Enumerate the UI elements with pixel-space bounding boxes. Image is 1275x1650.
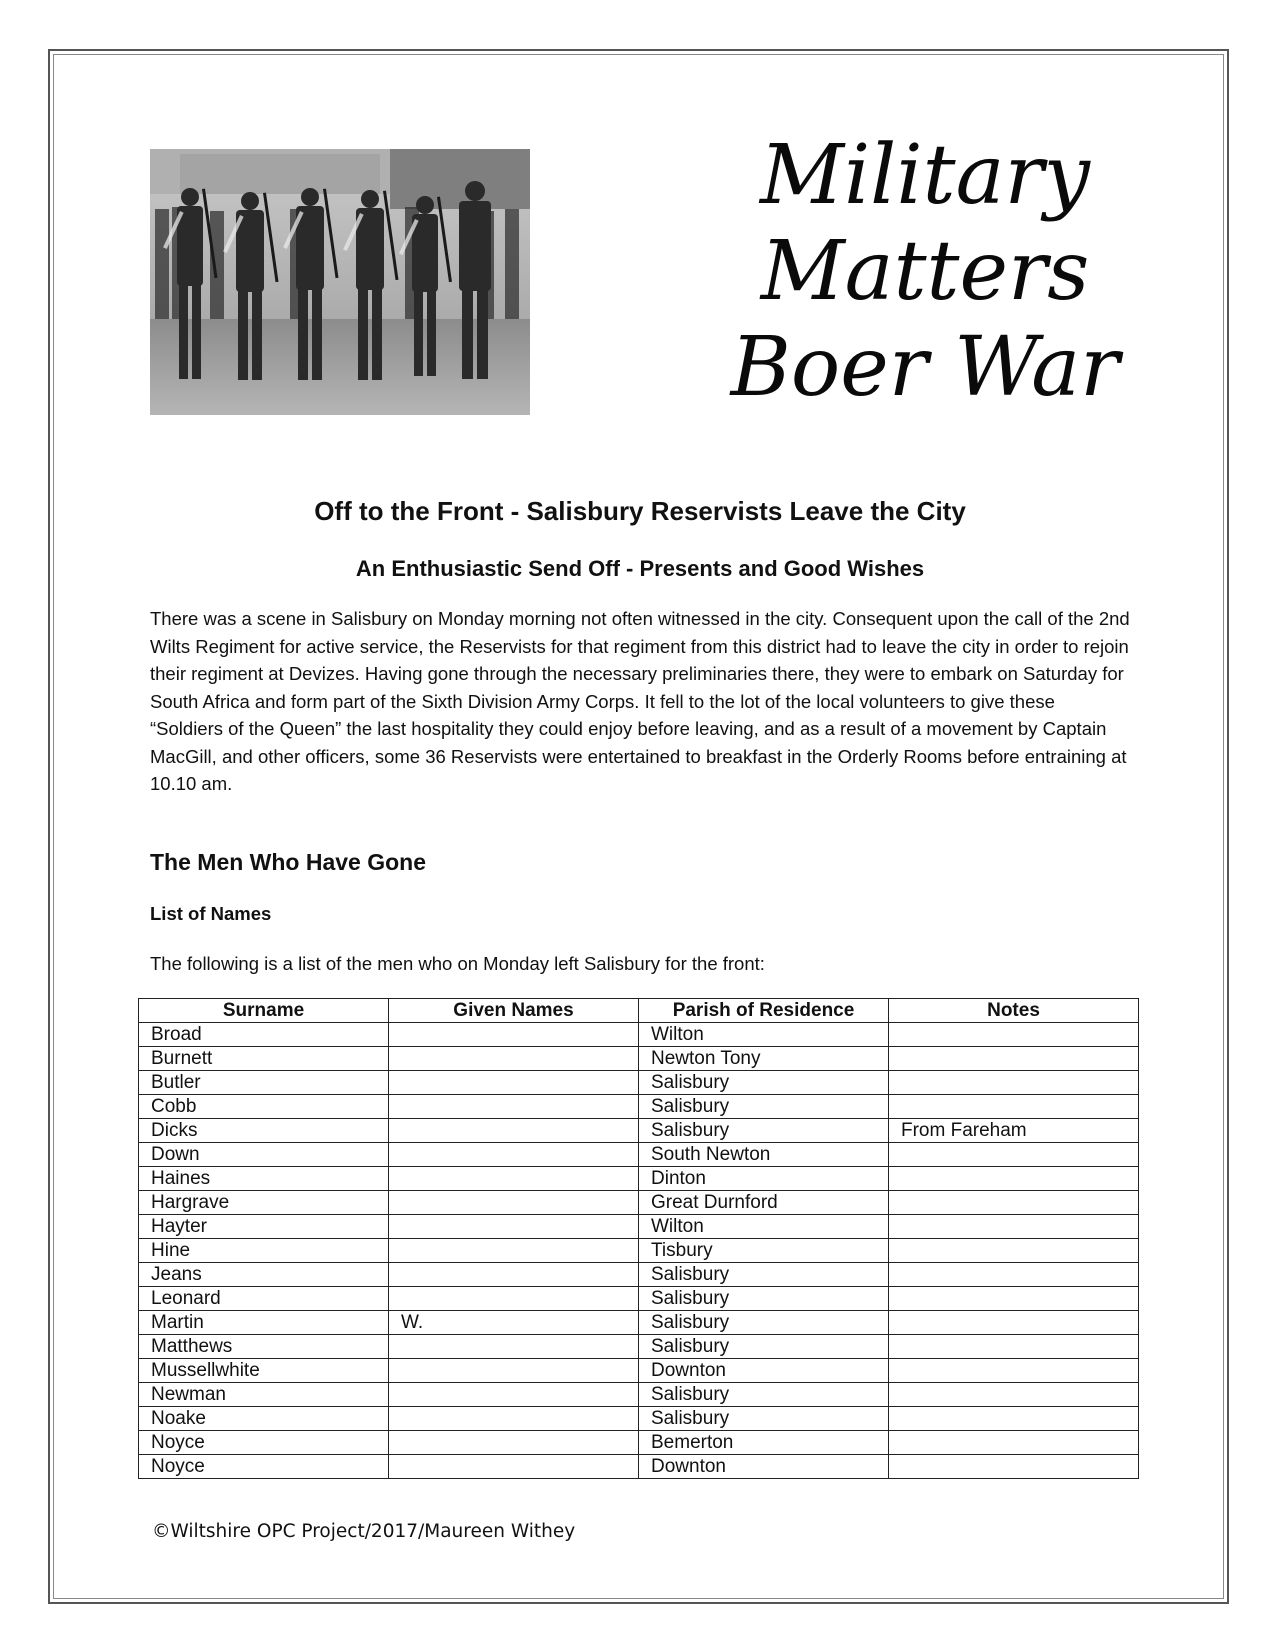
table-header-row bbox=[139, 999, 1139, 1023]
parish-cell: Salisbury bbox=[639, 1383, 889, 1407]
table-row bbox=[139, 1071, 1139, 1095]
section-heading: The Men Who Have Gone bbox=[150, 849, 427, 875]
given-names-cell bbox=[389, 1071, 639, 1095]
table-row bbox=[139, 1047, 1139, 1071]
notes-cell bbox=[889, 1431, 1139, 1455]
footer-copyright: ©Wiltshire OPC Project/2017/Maureen Withey bbox=[152, 1521, 576, 1542]
table-row bbox=[139, 1167, 1139, 1191]
soldiers-photo bbox=[150, 149, 530, 415]
notes-cell bbox=[889, 1335, 1139, 1359]
notes-cell bbox=[889, 1071, 1139, 1095]
parish-cell: Downton bbox=[639, 1359, 889, 1383]
surname-cell: Broad bbox=[139, 1023, 389, 1047]
header-notes: Notes bbox=[889, 999, 1139, 1023]
given-names-cell bbox=[389, 1095, 639, 1119]
table-row bbox=[139, 1311, 1139, 1335]
notes-cell bbox=[889, 1095, 1139, 1119]
given-names-cell bbox=[389, 1359, 639, 1383]
surname-cell: Down bbox=[139, 1143, 389, 1167]
notes-cell bbox=[889, 1383, 1139, 1407]
notes-cell bbox=[889, 1407, 1139, 1431]
given-names-cell: W. bbox=[389, 1311, 639, 1335]
surname-cell: Haines bbox=[139, 1167, 389, 1191]
surname-cell: Leonard bbox=[139, 1287, 389, 1311]
notes-cell bbox=[889, 1311, 1139, 1335]
list-intro: The following is a list of the men who on Monday left Salisbury for the front: bbox=[150, 953, 765, 974]
parish-cell: Great Durnford bbox=[639, 1191, 889, 1215]
surname-cell: Matthews bbox=[139, 1335, 389, 1359]
notes-cell bbox=[889, 1359, 1139, 1383]
given-names-cell bbox=[389, 1455, 639, 1479]
table-row bbox=[139, 1095, 1139, 1119]
given-names-cell bbox=[389, 1383, 639, 1407]
surname-cell: Noyce bbox=[139, 1455, 389, 1479]
notes-cell bbox=[889, 1215, 1139, 1239]
parish-cell: Salisbury bbox=[639, 1335, 889, 1359]
table-row bbox=[139, 1119, 1139, 1143]
table-row bbox=[139, 1215, 1139, 1239]
table-row bbox=[139, 1287, 1139, 1311]
notes-cell bbox=[889, 1143, 1139, 1167]
notes-cell bbox=[889, 1047, 1139, 1071]
table-row bbox=[139, 1335, 1139, 1359]
header-given-names: Given Names bbox=[389, 999, 639, 1023]
given-names-cell bbox=[389, 1167, 639, 1191]
given-names-cell bbox=[389, 1047, 639, 1071]
parish-cell: Salisbury bbox=[639, 1263, 889, 1287]
article-headline: Off to the Front - Salisbury Reservists Leave the City bbox=[314, 496, 966, 526]
article-subheadline: An Enthusiastic Send Off - Presents and Good Wishes bbox=[355, 556, 925, 581]
parish-cell: Salisbury bbox=[639, 1407, 889, 1431]
given-names-cell bbox=[389, 1119, 639, 1143]
parish-cell: Salisbury bbox=[639, 1119, 889, 1143]
given-names-cell bbox=[389, 1143, 639, 1167]
surname-cell: Cobb bbox=[139, 1095, 389, 1119]
article-paragraph: There was a scene in Salisbury on Monday morning not often witnessed in the city. Consequent upon the call of the 2nd Wilts Regiment for active service, the Reservists for that regiment from this district had to leave the city in order to rejoin their regiment at Devizes. Having gone through the necessary preliminaries there, they were to embark on Saturday for South Africa and form part of the Sixth Division Army Corps. It fell to the lot of the local volunteers to give these “Soldiers of the Queen” the last hospitality they could enjoy before leaving, and as a result of a movement by Captain MacGill, and other officers, some 36 Reservists were entertained to breakfast in the Orderly Rooms before entraining at 10.10 am. bbox=[150, 608, 1130, 794]
table-row bbox=[139, 1455, 1139, 1479]
notes-cell bbox=[889, 1167, 1139, 1191]
given-names-cell bbox=[389, 1263, 639, 1287]
surname-cell: Martin bbox=[139, 1311, 389, 1335]
surname-cell: Hayter bbox=[139, 1215, 389, 1239]
given-names-cell bbox=[389, 1215, 639, 1239]
parish-cell: Bemerton bbox=[639, 1431, 889, 1455]
table-row bbox=[139, 1143, 1139, 1167]
parish-cell: South Newton bbox=[639, 1143, 889, 1167]
surname-cell: Jeans bbox=[139, 1263, 389, 1287]
parish-cell: Tisbury bbox=[639, 1239, 889, 1263]
surname-cell: Hargrave bbox=[139, 1191, 389, 1215]
notes-cell bbox=[889, 1455, 1139, 1479]
given-names-cell bbox=[389, 1023, 639, 1047]
notes-cell bbox=[889, 1239, 1139, 1263]
table-row bbox=[139, 1191, 1139, 1215]
soldiers-photo-icon bbox=[150, 149, 530, 415]
table-row bbox=[139, 1023, 1139, 1047]
given-names-cell bbox=[389, 1335, 639, 1359]
given-names-cell bbox=[389, 1191, 639, 1215]
surname-cell: Newman bbox=[139, 1383, 389, 1407]
parish-cell: Wilton bbox=[639, 1023, 889, 1047]
parish-cell: Salisbury bbox=[639, 1287, 889, 1311]
parish-cell: Downton bbox=[639, 1455, 889, 1479]
masthead-line-2: Matters bbox=[760, 224, 1090, 319]
notes-cell: From Fareham bbox=[889, 1119, 1139, 1143]
surname-cell: Mussellwhite bbox=[139, 1359, 389, 1383]
given-names-cell bbox=[389, 1407, 639, 1431]
parish-cell: Dinton bbox=[639, 1167, 889, 1191]
surname-cell: Noake bbox=[139, 1407, 389, 1431]
table-body bbox=[139, 1023, 1139, 1479]
names-table bbox=[138, 998, 1139, 1479]
masthead-line-3: Boer War bbox=[730, 320, 1120, 415]
parish-cell: Salisbury bbox=[639, 1095, 889, 1119]
given-names-cell bbox=[389, 1431, 639, 1455]
surname-cell: Hine bbox=[139, 1239, 389, 1263]
notes-cell bbox=[889, 1191, 1139, 1215]
given-names-cell bbox=[389, 1239, 639, 1263]
masthead-title bbox=[700, 128, 1150, 416]
notes-cell bbox=[889, 1023, 1139, 1047]
table-row bbox=[139, 1239, 1139, 1263]
header-parish: Parish of Residence bbox=[639, 999, 889, 1023]
parish-cell: Newton Tony bbox=[639, 1047, 889, 1071]
given-names-cell bbox=[389, 1287, 639, 1311]
list-subheading: List of Names bbox=[150, 903, 272, 924]
surname-cell: Butler bbox=[139, 1071, 389, 1095]
notes-cell bbox=[889, 1263, 1139, 1287]
table-row bbox=[139, 1431, 1139, 1455]
table-row bbox=[139, 1263, 1139, 1287]
table-row bbox=[139, 1359, 1139, 1383]
surname-cell: Noyce bbox=[139, 1431, 389, 1455]
table-row bbox=[139, 1383, 1139, 1407]
parish-cell: Salisbury bbox=[639, 1311, 889, 1335]
parish-cell: Salisbury bbox=[639, 1071, 889, 1095]
surname-cell: Dicks bbox=[139, 1119, 389, 1143]
notes-cell bbox=[889, 1287, 1139, 1311]
parish-cell: Wilton bbox=[639, 1215, 889, 1239]
header-surname: Surname bbox=[139, 999, 389, 1023]
surname-cell: Burnett bbox=[139, 1047, 389, 1071]
masthead-line-1: Military bbox=[759, 128, 1090, 223]
table-row bbox=[139, 1407, 1139, 1431]
